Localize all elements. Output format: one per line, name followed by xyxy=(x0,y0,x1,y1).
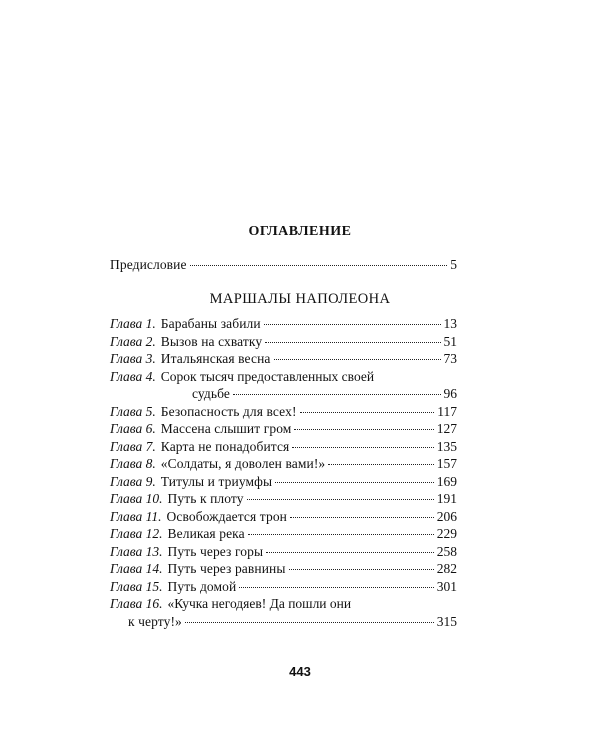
leader-dots xyxy=(275,482,434,483)
leader-dots xyxy=(265,342,440,343)
chapter-title: Путь к плоту xyxy=(167,491,244,506)
chapter-label: Глава 3. xyxy=(110,351,156,366)
leader-dots xyxy=(233,394,440,395)
chapter-title-continuation: судьбе xyxy=(192,386,231,401)
chapter-page: 96 xyxy=(443,386,457,401)
leader-dots xyxy=(190,265,448,266)
leader-dots xyxy=(247,499,434,500)
chapter-page: 51 xyxy=(443,334,457,349)
leader-dots xyxy=(294,429,433,430)
chapter-label: Глава 5. xyxy=(110,404,156,419)
leader-dots xyxy=(289,569,434,570)
chapter-label: Глава 1. xyxy=(110,316,156,331)
page-number: 443 xyxy=(289,664,311,679)
toc-entry-chapter-9 xyxy=(110,473,457,490)
chapter-label: Глава 8. xyxy=(110,456,156,471)
chapter-label: Глава 12. xyxy=(110,526,163,541)
toc-entry-chapter-13 xyxy=(110,543,457,560)
chapter-page: 169 xyxy=(436,474,457,489)
toc-entry-chapter-7 xyxy=(110,438,457,455)
chapter-page: 135 xyxy=(436,439,457,454)
chapter-title: Путь через равнины xyxy=(167,561,286,576)
toc-entry-chapter-11 xyxy=(110,508,457,525)
chapter-title: «Солдаты, я доволен вами!» xyxy=(160,456,326,471)
chapter-page: 282 xyxy=(436,561,457,576)
toc-entry-chapter-4-continuation xyxy=(192,385,457,402)
toc-entry-chapter-16 xyxy=(110,595,351,612)
chapter-title: Карта не понадобится xyxy=(160,439,290,454)
chapter-label: Глава 6. xyxy=(110,421,156,436)
chapter-title: Титулы и триумфы xyxy=(160,474,273,489)
leader-dots xyxy=(185,622,434,623)
leader-dots xyxy=(248,534,434,535)
chapter-title: Барабаны забили xyxy=(160,316,261,331)
leader-dots xyxy=(300,412,435,413)
toc-entry-chapter-14 xyxy=(110,560,457,577)
chapter-label: Глава 13. xyxy=(110,544,163,559)
leader-dots xyxy=(264,324,441,325)
chapter-page: 13 xyxy=(443,316,457,331)
chapter-page: 73 xyxy=(443,351,457,366)
chapter-label: Глава 9. xyxy=(110,474,156,489)
toc-entry-chapter-6 xyxy=(110,420,457,437)
chapter-label: Глава 14. xyxy=(110,561,163,576)
toc-entry-chapter-1 xyxy=(110,315,457,332)
toc-entry-title: Предисловие xyxy=(110,257,187,272)
chapter-page: 301 xyxy=(436,579,457,594)
chapter-page: 206 xyxy=(436,509,457,524)
chapter-title: Массена слышит гром xyxy=(160,421,292,436)
toc-entry-preface xyxy=(110,256,457,273)
toc-entry-chapter-2 xyxy=(110,333,457,350)
toc-entry-chapter-4 xyxy=(110,368,374,385)
leader-dots xyxy=(290,517,434,518)
toc-heading: ОГЛАВЛЕНИЕ xyxy=(248,224,352,239)
chapter-title: Путь домой xyxy=(167,579,237,594)
chapter-title: Безопасность для всех! xyxy=(160,404,297,419)
leader-dots xyxy=(266,552,434,553)
toc-entry-chapter-8 xyxy=(110,455,457,472)
chapter-label: Глава 7. xyxy=(110,439,156,454)
toc-entry-chapter-5 xyxy=(110,403,457,420)
toc-entry-page: 5 xyxy=(450,257,457,272)
chapter-page: 117 xyxy=(437,404,457,419)
toc-entry-chapter-15 xyxy=(110,578,457,595)
chapter-label: Глава 10. xyxy=(110,491,163,506)
chapter-title: Вызов на схватку xyxy=(160,334,263,349)
chapter-page: 315 xyxy=(436,614,457,629)
chapter-label: Глава 2. xyxy=(110,334,156,349)
chapter-page: 191 xyxy=(436,491,457,506)
chapter-label: Глава 11. xyxy=(110,509,162,524)
chapter-title: Сорок тысяч предоставленных своей xyxy=(160,369,375,384)
chapter-label: Глава 4. xyxy=(110,369,156,384)
leader-dots xyxy=(239,587,433,588)
leader-dots xyxy=(274,359,441,360)
leader-dots xyxy=(328,464,433,465)
chapter-title-continuation: к черту!» xyxy=(128,614,182,629)
chapter-page: 258 xyxy=(436,544,457,559)
chapter-page: 127 xyxy=(436,421,457,436)
chapter-page: 229 xyxy=(436,526,457,541)
toc-entry-chapter-10 xyxy=(110,490,457,507)
chapter-title: «Кучка негодяев! Да пошли они xyxy=(167,596,352,611)
section-title: МАРШАЛЫ НАПОЛЕОНА xyxy=(209,291,391,307)
chapter-page: 157 xyxy=(436,456,457,471)
chapter-title: Великая река xyxy=(167,526,245,541)
toc-entry-chapter-16-continuation xyxy=(128,613,457,630)
chapter-label: Глава 16. xyxy=(110,596,163,611)
chapter-label: Глава 15. xyxy=(110,579,163,594)
toc-entry-chapter-12 xyxy=(110,525,457,542)
chapter-title: Итальянская весна xyxy=(160,351,271,366)
chapter-title: Освобождается трон xyxy=(166,509,287,524)
leader-dots xyxy=(292,447,433,448)
chapter-title: Путь через горы xyxy=(167,544,264,559)
toc-entry-chapter-3 xyxy=(110,350,457,367)
